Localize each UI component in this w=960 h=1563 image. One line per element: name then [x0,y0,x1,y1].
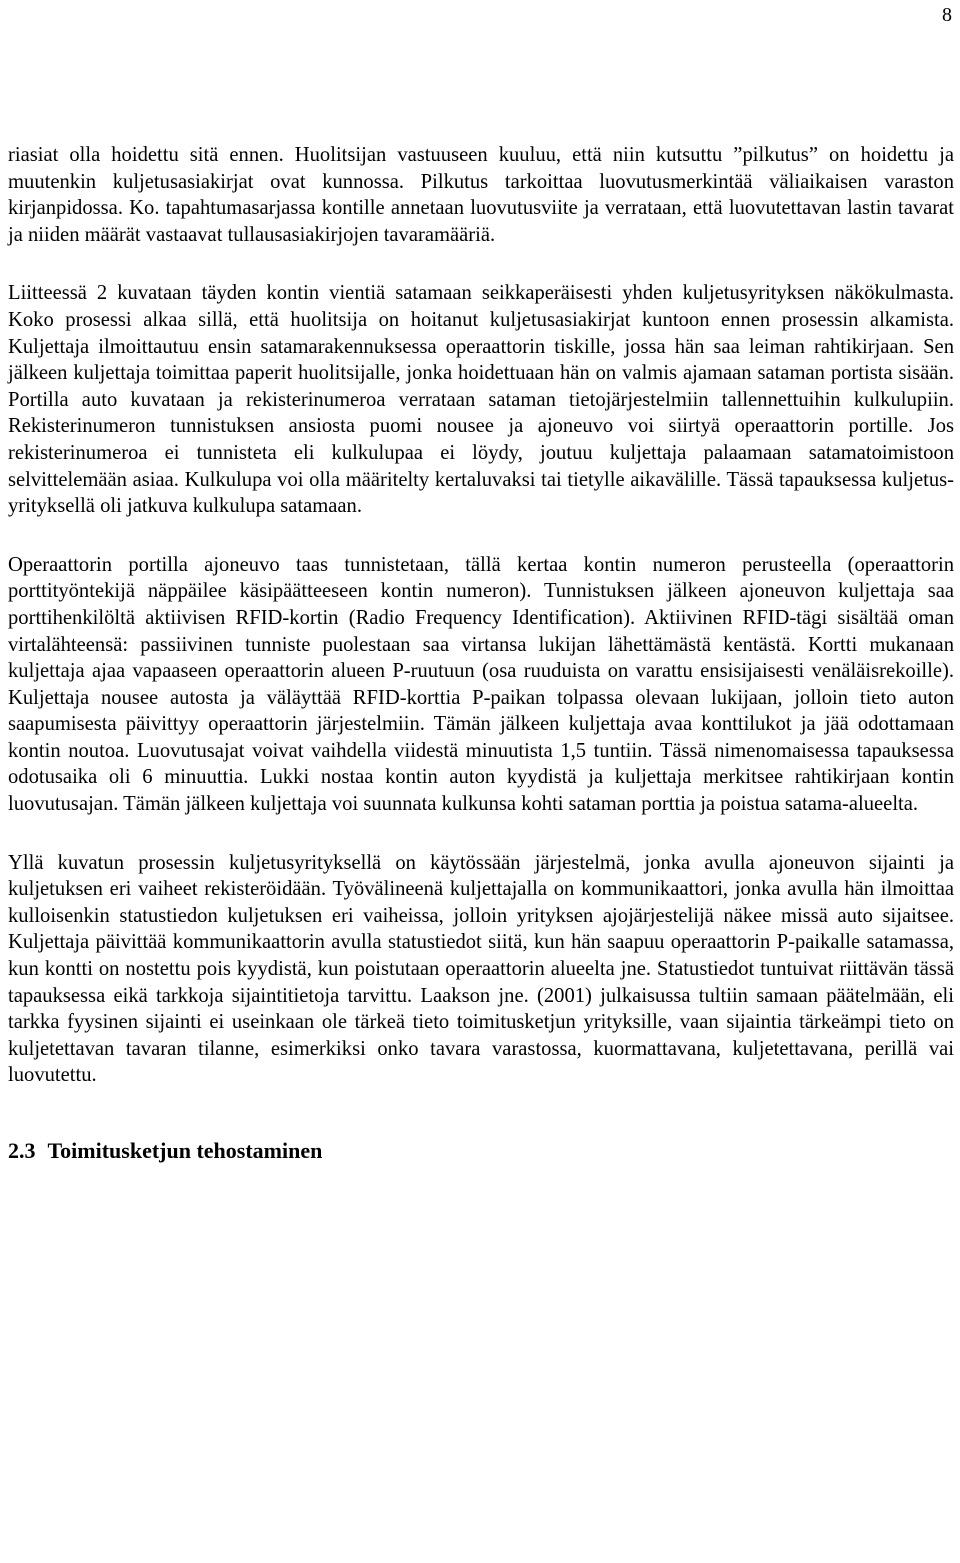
paragraph-tracking-system: Yllä kuvatun prosessin kuljetusyrityksellä on käytössään järjestelmä, jonka avulla ajoneuvon sijainti ja kuljetuksen eri vaiheet rekisteröidään. Työvälineenä kuljettajalla on kommunikaattori, jonka avulla hän ilmoittaa kulloisenkin statustiedon kuljetuksen eri vaiheissa, jolloin yrityksen ajojärjestelijä näkee missä auto sijaitsee. Kuljettaja päivittää kommunikaattorin avulla statustiedot siitä, kun hän saapuu operaattorin P-paikalle satamassa, kun kontti on nostettu pois kyydistä, kun poistutaan operaattorin alueelta jne. Statustiedot tuntuivat riittävän tässä tapauksessa eikä tarkkoja sijaintitietoja tarvittu. Laakson jne. (2001) julkaisussa tultiin samaan päätelmään, eli tarkka fyysinen sijainti ei useinkaan ole tärkeä tieto toimitusketjun yrityksille, vaan sijaintia tärkeämpi tieto on kuljetettavan tavaran tilanne, esimerkiksi onko tavara varastossa, kuormattavana, kuljetettavana, perillä vai luovutettu. [8,851,954,1087]
section-number: 2.3 [8,1138,36,1163]
paragraph-container-export-process: Liitteessä 2 kuvataan täyden kontin vientiä satamaan seikkaperäisesti yhden kuljetusyrityksen näkökulmasta. Koko prosessi alkaa sillä, että huolitsija on hoitanut kuljetusasiakirjat kuntoon ennen prosessin alkamista. Kuljettaja ilmoittautuu ensin satamarakennuksessa operaattorin tiskille, jossa hän saa leiman rahtikirjaan. Sen jälkeen kuljettaja toimittaa paperit huolitsijalle, jonka hoidettuaan hän on valmis ajamaan sataman portista sisään. Portilla auto kuvataan ja rekisterinumeroa verrataan sataman tietojärjestelmiin tallennettuihin kulkulupiin. Rekisterinumeron tunnistuksen ansiosta puomi nousee ja ajoneuvo voi siirtyä operaattorin portille. Jos rekisterinumeroa ei tunnisteta eli kulkulupaa ei löydy, joutuu kuljettaja palaamaan satamatoimistoon selvittelemään asiaa. Kulkulupa voi olla määritelty kertaluvaksi tai tietylle aikavälille. Tässä tapauksessa kuljetusyrityksellä oli jatkuva kulkulupa satamaan. [8,282,954,518]
paragraph-operator-gate: Operaattorin portilla ajoneuvo taas tunnistetaan, tällä kertaa kontin numeron perusteella (operaattorin porttityöntekijä näppäilee käsipäätteeseen kontin numeron). Tunnistuksen jälkeen ajoneuvon kuljettaja saa porttihenkilöltä aktiivisen RFID-kortin (Radio Frequency Identification). Aktiivinen RFID-tägi sisältää oman virtalähteensä: passiivinen tunniste puolestaan saa virtansa lukijan lähettämästä kentästä. Kortti mukanaan kuljettaja ajaa vapaaseen operaattorin alueen P-ruutuun (osa ruuduista on varattu ensisijaisesti venäläisrekoille). Kuljettaja nousee autosta ja väläyttää RFID-korttia P-paikan tolpassa olevaan lukijaan, jolloin tieto auton saapumisesta päivittyy operaattorin järjestelmiin. Tämän jälkeen kuljettaja avaa konttilukot ja jää odottamaan kontin noutoa. Luovutusajat voivat vaihdella viidestä minuutista 1,5 tuntiin. Tässä nimenomaisessa tapauksessa odotusaika oli 6 minuuttia. Lukki nostaa kontin auton kyydistä ja kuljettaja merkitsee rahtikirjaan kontin luovutusajan. Tämän jälkeen kuljettaja voi suunnata kulkunsa kohti sataman porttia ja poistua satama-alueelta. [8,553,954,816]
page-number: 8 [942,4,952,26]
paragraph-customs-documents: riasiat olla hoidettu sitä ennen. Huolitsijan vastuuseen kuuluu, että niin kutsuttu ”pilkutus” on hoidettu ja muutenkin kuljetusasiakirjat ovat kunnossa. Pilkutus tarkoittaa luovutusmerkintää väliaikaisen varaston kirjanpidossa. Ko. tapahtumasarjassa kontille annetaan luovutusviite ja verrataan, että luovutettavan lastin tavarat ja niiden määrät vastaavat tullausasiakirjojen tavaramääriä. [8,144,954,246]
section-title: Toimitusketjun tehostaminen [47,1138,323,1163]
document-body [8,138,954,1165]
section-heading [8,1137,954,1165]
